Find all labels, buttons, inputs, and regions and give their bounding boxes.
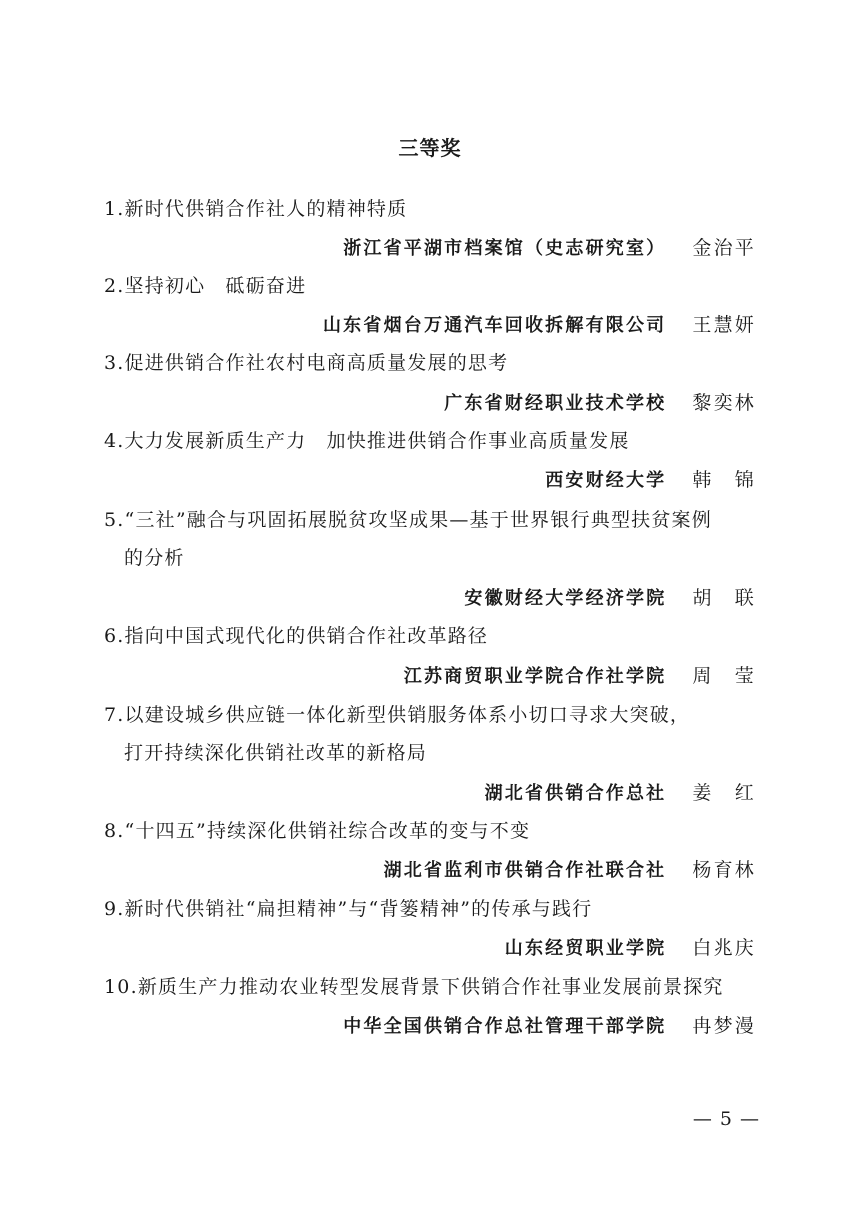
entry-4-author: [545, 467, 756, 494]
entry-6-title: 6.指向中国式现代化的供销合作社改革路径: [104, 625, 489, 647]
section-heading: 三等奖: [398, 136, 462, 160]
entry-8-title: 8.“十四五”持续深化供销社综合改革的变与不变: [104, 820, 531, 842]
page-number: — 5 —: [692, 1108, 760, 1130]
entry-9-author: [505, 935, 756, 962]
entry-10-author: [343, 1013, 756, 1040]
entry-3-author: [444, 390, 756, 417]
entry-9-unit: 山东经贸职业学院: [504, 938, 667, 959]
entry-4-title: 4.大力发展新质生产力 加快推进供销合作事业高质量发展: [104, 430, 630, 452]
entry-8-name: 杨育林: [692, 859, 756, 881]
entry-6-author: [404, 663, 756, 690]
entry-7-author: [485, 780, 756, 807]
entry-4-name: 韩 锦: [692, 469, 756, 491]
entry-5-title-cont: 的分析: [124, 547, 185, 569]
entry-6-unit: 江苏商贸职业学院合作社学院: [403, 666, 667, 687]
entry-10-unit: 中华全国供销合作总社管理干部学院: [343, 1016, 667, 1037]
entry-9-name: 白兆庆: [692, 937, 756, 959]
entry-8-unit: 湖北省监利市供销合作社联合社: [383, 860, 667, 881]
entry-9-title: 9.新时代供销社“扁担精神”与“背篓精神”的传承与践行: [104, 898, 593, 920]
entry-5-name: 胡 联: [692, 587, 756, 609]
entry-6-name: 周 莹: [692, 665, 756, 687]
entry-10-name: 冉梦漫: [692, 1015, 756, 1037]
entry-1-title: 1.新时代供销合作社人的精神特质: [104, 198, 408, 220]
entry-5-title: 5.“三社”融合与巩固拓展脱贫攻坚成果—基于世界银行典型扶贫案例: [104, 509, 712, 531]
entry-2-name: 王慧妍: [692, 314, 756, 336]
entry-5-unit: 安徽财经大学经济学院: [464, 588, 667, 609]
entry-7-name: 姜 红: [692, 782, 756, 804]
entry-3-unit: 广东省财经职业技术学校: [444, 393, 667, 414]
entry-2-author: [323, 312, 756, 339]
entry-3-name: 黎奕林: [692, 392, 756, 414]
entry-10-title: 10.新质生产力推动农业转型发展背景下供销合作社事业发展前景探究: [104, 976, 724, 998]
entry-5-author: [464, 585, 756, 612]
entry-8-author: [384, 857, 756, 884]
entry-1-unit: 浙江省平湖市档案馆（史志研究室）: [343, 238, 667, 259]
entry-7-title: 7.以建设城乡供应链一体化新型供销服务体系小切口寻求大突破，: [104, 704, 691, 726]
entry-2-title: 2.坚持初心 砥砺奋进: [104, 275, 307, 297]
entry-7-title-cont: 打开持续深化供销社改革的新格局: [124, 742, 428, 764]
entry-3-title: 3.促进供销合作社农村电商高质量发展的思考: [104, 352, 509, 374]
entry-4-unit: 西安财经大学: [545, 470, 667, 491]
entry-1-name: 金治平: [692, 237, 756, 259]
entry-1-author: [343, 235, 756, 262]
entry-2-unit: 山东省烟台万通汽车回收拆解有限公司: [322, 315, 667, 336]
entry-7-unit: 湖北省供销合作总社: [484, 783, 667, 804]
